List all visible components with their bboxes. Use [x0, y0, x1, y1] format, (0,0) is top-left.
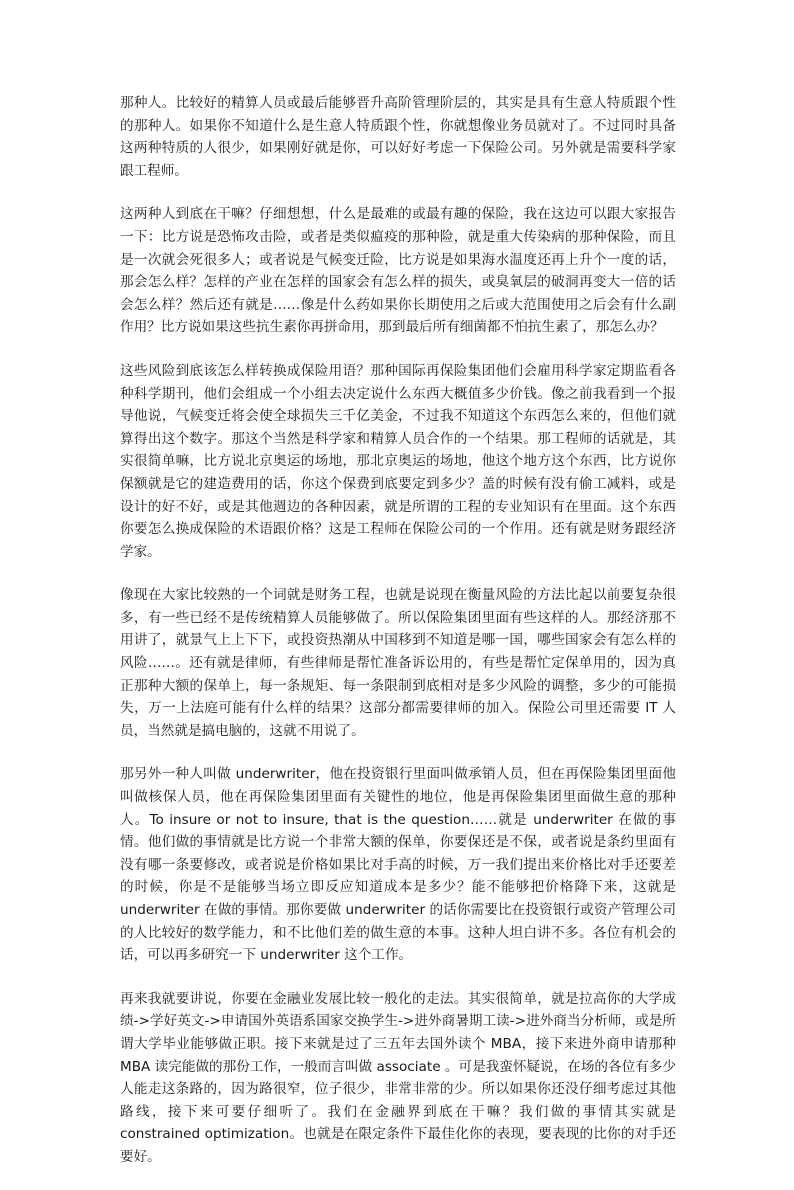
document-page — [120, 92, 676, 1190]
paragraph-2: 这两种人到底在干嘛？仔细想想，什么是最难的或最有趣的保险，我在这边可以跟大家报告一下：比方说是恐怖攻击险，或者是类似瘟疫的那种险，就是重大传染病的那种保险，而且是一次就会死很多人；或者说是气候变迁险，比方说是如果海水温度还再上升个一度的话，那会怎么样？怎样的产业在怎样的国家会有怎么样的损失，或臭氧层的破洞再变大一倍的话会怎么样？然后还有就是……像是什么药如果你长期使用之后或大范围使用之后会有什么副作用？比方说如果这些抗生素你再拼命用，那到最后所有细菌都不怕抗生素了，那怎么办？ — [120, 206, 676, 336]
paragraph-4: 像现在大家比较熟的一个词就是财务工程，也就是说现在衡量风险的方法比起以前要复杂很多，有一些已经不是传统精算人员能够做了。所以保险集团里面有些这样的人。那经济那不用讲了，就景气上上下下，或投资热潮从中国移到不知道是哪一国，哪些国家会有怎么样的风险……。还有就是律师，有些律师是帮忙准备诉讼用的，有些是帮忙定保单用的，因为真正那种大额的保单上，每一条规矩、每一条限制到底相对是多少风险的调整，多少的可能损失，万一上法庭可能有什么样的结果？这部分都需要律师的加入。保险公司里还需要 IT 人员，当然就是搞电脑的，这就不用说了。 — [120, 587, 676, 739]
paragraph-3: 这些风险到底该怎么样转换成保险用语？那种国际再保险集团他们会雇用科学家定期监看各种科学期刊，他们会组成一个小组去决定说什么东西大概值多少价钱。像之前我看到一个报导他说，气候变迁将会使全球损失三千亿美金，不过我不知道这个东西怎么来的，但他们就算得出这个数字。那这个当然是科学家和精算人员合作的一个结果。那工程师的话就是，其实很简单嘛，比方说北京奥运的场地，那北京奥运的场地，他这个地方这个东西，比方说你保额就是它的建造费用的话，你这个保费到底要定到多少？盖的时候有没有偷工减料，或是设计的好不好，或是其他週边的各种因素，就是所谓的工程的专业知识有在里面。这个东西你要怎么换成保险的术语跟价格？这是工程师在保险公司的一个作用。还有就是财务跟经济学家。 — [120, 362, 676, 560]
paragraph-5: 那另外一种人叫做 underwriter，他在投资银行里面叫做承销人员，但在再保险集团里面他叫做核保人员，他在再保险集团里面有关键性的地位，他是再保险集团里面做生意的那种人。To insure or not to insure, that is the question……就是 underwriter 在做的事情。他们做的事情就是比方说一个非常大额的保单，你要保还是不保，或者说是条约里面有没有哪一条要修改，或者说是价格如果比对手高的时候，万一我们提出来价格比对手还要差的时候，你是不是能够当场立即反应知道成本是多少？能不能够把价格降下来，这就是 underwriter 在做的事情。那你要做 underwriter 的话你需要比在投资银行或资产管理公司的人比较好的数学能力，和不比他们差的做生意的本事。这种人坦白讲不多。各位有机会的话，可以再多研究一下 underwriter 这个工作。 — [120, 766, 676, 964]
paragraph-1: 那种人。比较好的精算人员或最后能够晋升高阶管理阶层的，其实是具有生意人特质跟个性的那种人。如果你不知道什么是生意人特质跟个性，你就想像业务员就对了。不过同时具备这两种特质的人很少，如果刚好就是你，可以好好考虑一下保险公司。另外就是需要科学家跟工程师。 — [120, 95, 676, 179]
paragraph-6: 再来我就要讲说，你要在金融业发展比较一般化的走法。其实很简单，就是拉高你的大学成绩->学好英文->申请国外英语系国家交换学生->进外商暑期工读->进外商当分析师，或是所谓大学毕业能够做正职。接下来就是过了三五年去国外读个 MBA，接下来进外商申请那种 MBA 读完能做的那份工作，一般而言叫做 associate 。可是我蛮怀疑说，在场的各位有多少人能走这条路的，因为路很窄，位子很少，非常非常的少。所以如果你还没仔细考虑过其他路线，接下来可要仔细听了。我们在金融界到底在干嘛？我们做的事情其实就是 constrained optimization。也就是在限定条件下最佳化你的表现，要表现的比你的对手还要好。 — [120, 990, 676, 1165]
